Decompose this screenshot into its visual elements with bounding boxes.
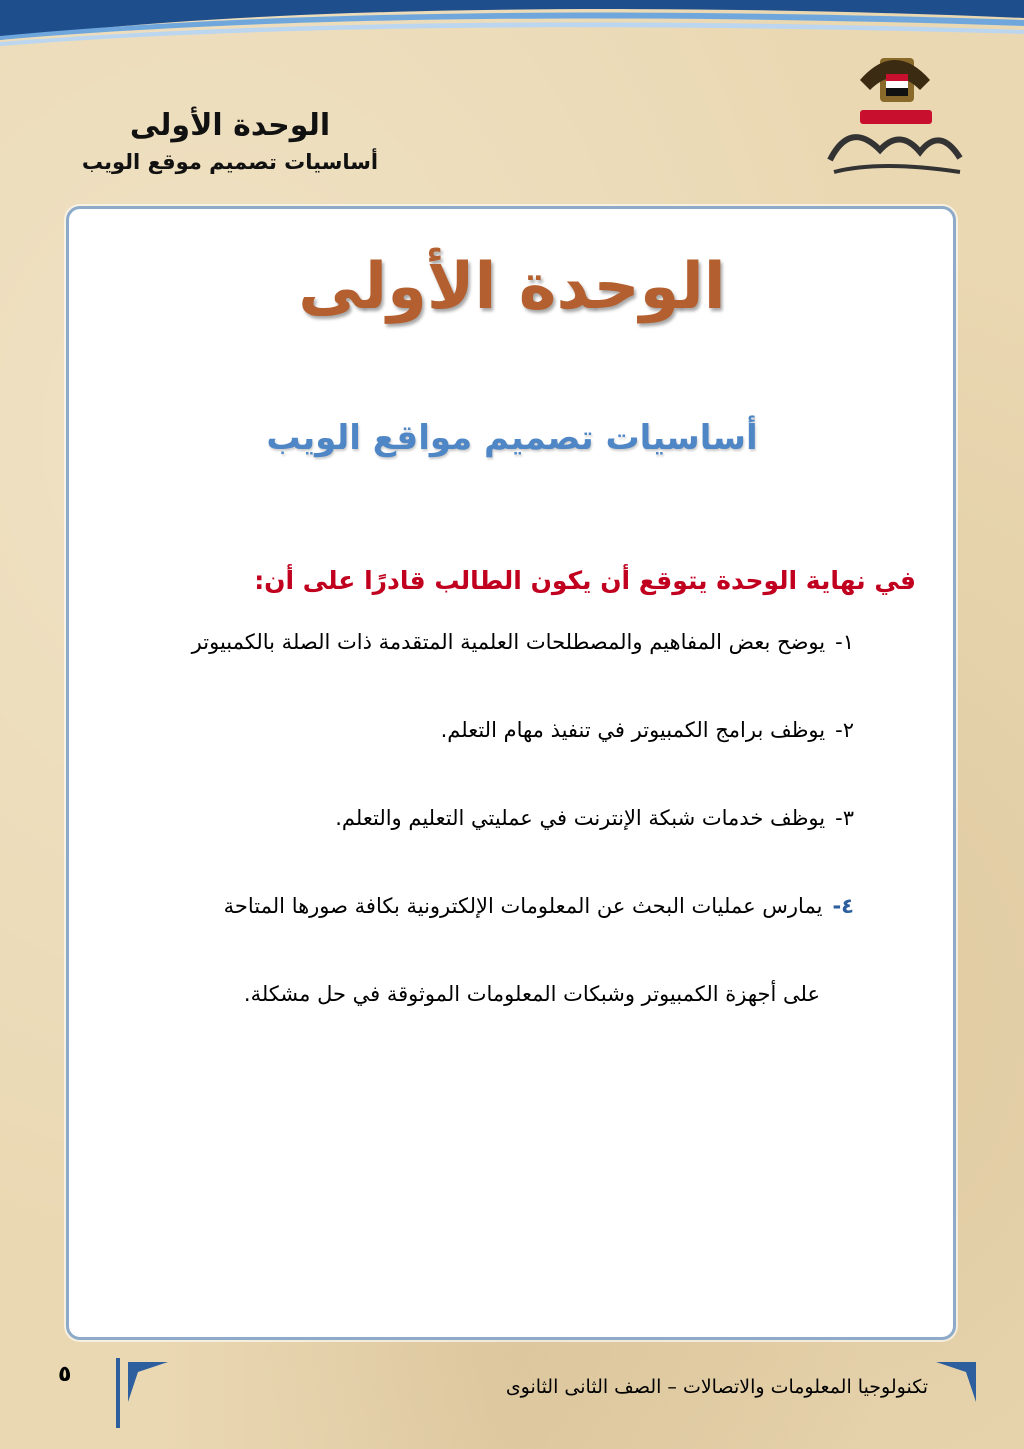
corner-decoration-icon [128, 1362, 168, 1402]
objective-number: ٣- [835, 806, 854, 830]
content-card [66, 206, 956, 1340]
objective-item [192, 630, 854, 654]
header-unit-subtitle: أساسيات تصميم موقع الويب [81, 150, 379, 174]
ministry-emblem-icon [820, 40, 970, 190]
objective-text: يوظف برامج الكمبيوتر في تنفيذ مهام التعلم. [440, 718, 826, 742]
footer-text: تكنولوجيا المعلومات والاتصالات – الصف الثانى الثانوى [505, 1376, 928, 1398]
objective-number: ٤- [832, 894, 854, 918]
objective-continuation: على أجهزة الكمبيوتر وشبكات المعلومات الموثوقة في حل مشكلة. [243, 982, 820, 1006]
objective-number: ٢- [835, 718, 854, 742]
corner-decoration-icon [936, 1362, 976, 1402]
objective-item [335, 806, 854, 830]
objective-item [441, 718, 854, 742]
objective-item [224, 894, 854, 918]
header-unit-title: الوحدة الأولى [129, 108, 331, 143]
objective-text: يمارس عمليات البحث عن المعلومات الإلكترونية بكافة صورها المتاحة [223, 894, 823, 918]
objective-text: يوضح بعض المفاهيم والمصطلحات العلمية المتقدمة ذات الصلة بالكمبيوتر [191, 630, 826, 654]
page-title: الوحدة الأولى [298, 250, 726, 324]
objectives-intro: في نهاية الوحدة يتوقع أن يكون الطالب قادرًا على أن: [254, 566, 916, 595]
page-number: ٥ [58, 1362, 72, 1387]
objective-text: يوظف خدمات شبكة الإنترنت في عمليتي التعليم والتعلم. [335, 806, 826, 830]
footer-divider [116, 1358, 120, 1428]
page-subtitle: أساسيات تصميم مواقع الويب [266, 418, 758, 458]
objective-number: ١- [835, 630, 854, 654]
